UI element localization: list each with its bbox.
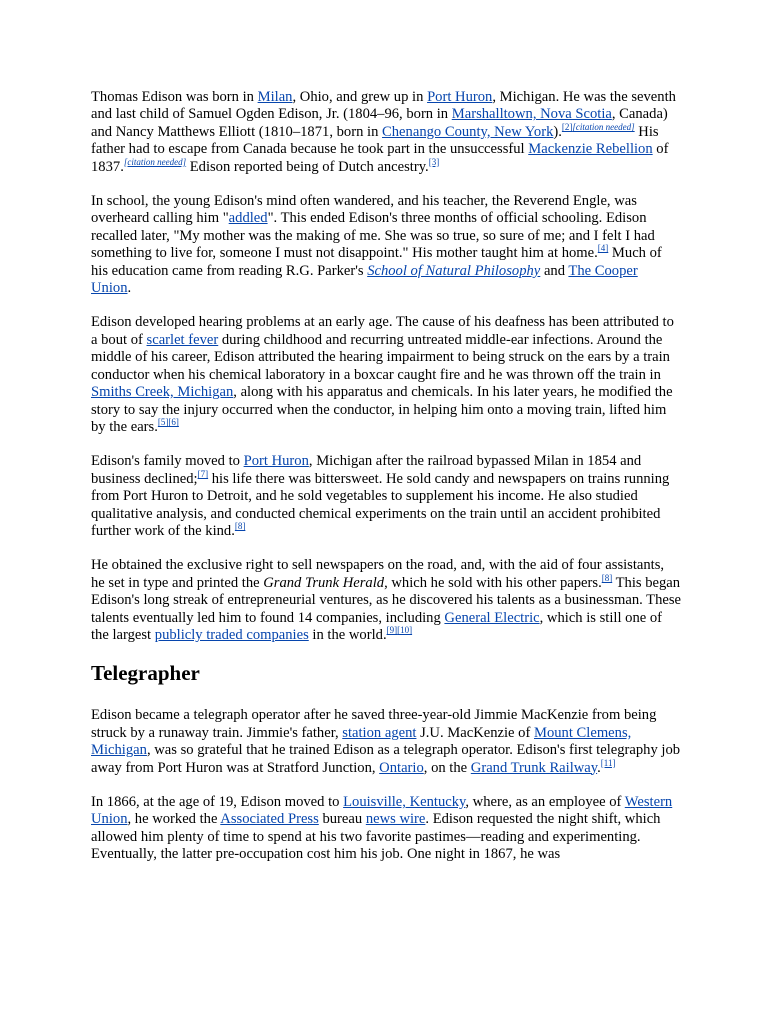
text: his life there was bittersweet. He sold candy and newspapers on trains running from Port Huron to Detroit, and he sold vegetables to supplement his income. He also studied qualitative analysis, and conducted chemical experiments on the train until an accident prohibited further work of the kind. xyxy=(91,470,670,539)
link-ontario[interactable]: Ontario xyxy=(379,759,424,776)
text: This began Edison's long streak of entrepreneurial ventures, as he discovered his talents as a businessman. These talents eventually led him to found 14 companies, including xyxy=(91,574,681,626)
link-associated-press[interactable]: Associated Press xyxy=(220,811,319,828)
text: He obtained the exclusive right to sell newspapers on the road, and, with the aid of four assistants, he set in type and printed the xyxy=(91,557,665,591)
text: , which he sold with his other papers. xyxy=(384,574,602,591)
text: bureau xyxy=(318,811,366,828)
citation xyxy=(601,758,616,768)
text: In 1866, at the age of 19, Edison moved to xyxy=(91,794,344,810)
text: Edison became a telegraph operator after he saved three-year-old Jimmie MacKenzie from being struck by a runaway train. Jimmie's father, xyxy=(91,707,657,741)
link-smiths-creek[interactable]: Smiths Creek, Michigan xyxy=(91,384,234,401)
link-western-union[interactable]: Western Union xyxy=(91,794,673,828)
citation-link[interactable]: [10] xyxy=(397,624,413,635)
text: , along with his apparatus and chemicals. In his later years, he modified the story to say the injury occurred when the conductor, in helping him onto a moving train, lifted him by the ears. xyxy=(91,384,673,435)
text: ). xyxy=(553,123,562,140)
link-cooper-union[interactable]: The Cooper Union xyxy=(91,262,638,297)
text: , he worked the xyxy=(127,811,221,828)
citation-link[interactable]: [3] xyxy=(428,156,440,167)
citation xyxy=(198,469,209,479)
text: . Edison requested the night shift, which allowed him plenty of time to spend at his two favorite pastimes—reading and experimenting. Eventually, the latter pre-occupation cost him his job. One night in 1867, he was xyxy=(91,811,661,863)
link-milan[interactable]: Milan xyxy=(257,89,293,105)
citation xyxy=(602,573,613,583)
paragraph-family-move xyxy=(91,453,681,540)
text: Much of his education came from reading R.G. Parker's xyxy=(91,245,662,279)
text: , Canada) and Nancy Matthews Elliott (1810–1871, born in xyxy=(91,106,668,140)
link-general-electric[interactable]: General Electric xyxy=(444,609,540,626)
link-grand-trunk-railway[interactable]: Grand Trunk Railway xyxy=(470,759,598,776)
link-port-huron[interactable]: Port Huron xyxy=(427,89,493,105)
citation xyxy=(235,521,246,531)
text: . xyxy=(127,280,132,297)
text: and xyxy=(540,262,569,279)
link-chenango-county[interactable]: Chenango County, New York xyxy=(382,123,554,140)
citation xyxy=(598,243,609,253)
citation xyxy=(387,625,413,635)
text: J.U. MacKenzie of xyxy=(416,724,534,741)
text: , Ohio, and grew up in xyxy=(292,89,428,105)
citation-link[interactable]: [5] xyxy=(157,416,169,427)
link-mackenzie-rebellion[interactable]: Mackenzie Rebellion xyxy=(528,141,653,158)
text: Edison reported being of Dutch ancestry. xyxy=(186,158,429,175)
citation-needed-link[interactable]: [citation needed] xyxy=(572,121,635,132)
link-school-of-natural-philosophy[interactable]: School of Natural Philosophy xyxy=(367,262,541,279)
section-heading-telegrapher: Telegrapher xyxy=(91,661,200,686)
link-mount-clemens[interactable]: Mount Clemens, Michigan xyxy=(91,724,632,759)
paragraph-newspapers xyxy=(91,557,681,644)
text: , on the xyxy=(423,759,471,776)
text: in the world. xyxy=(308,626,387,643)
citation-link[interactable]: [8] xyxy=(234,520,246,531)
text: . xyxy=(597,759,601,776)
text: His father had to escape from Canada because he took part in the unsuccessful xyxy=(91,123,659,158)
italic-title: Grand Trunk Herald xyxy=(263,574,385,591)
text: , Michigan after the railroad bypassed Milan in 1854 and business declined; xyxy=(91,453,642,487)
text: , which is still one of the largest xyxy=(91,609,663,643)
citation-needed-link[interactable]: [citation needed] xyxy=(123,156,187,167)
link-louisville-kentucky[interactable]: Louisville, Kentucky xyxy=(343,794,466,810)
paragraph-school xyxy=(91,193,681,297)
paragraph-telegraph-operator xyxy=(91,707,681,777)
link-addled[interactable]: addled xyxy=(228,210,268,227)
link-scarlet-fever[interactable]: scarlet fever xyxy=(146,331,219,348)
text: Edison developed hearing problems at an early age. The cause of his deafness has been attributed to a bout of xyxy=(91,314,674,348)
citation-link[interactable]: [2] xyxy=(561,121,573,132)
link-news-wire[interactable]: news wire xyxy=(365,811,426,828)
text: of 1837. xyxy=(91,141,669,175)
citation xyxy=(124,157,186,167)
article-body xyxy=(91,89,681,881)
link-marshalltown[interactable]: Marshalltown, Nova Scotia xyxy=(451,106,612,123)
citation-link[interactable]: [9] xyxy=(386,624,398,635)
citation xyxy=(429,157,440,167)
text: ". This ended Edison's three months of official schooling. Edison recalled later, "My mother was the making of me. She was so true, so sure of me; and I felt I had something to live for, someone I must not disappoint." His mother taught him at home. xyxy=(91,210,655,262)
citation xyxy=(158,417,179,427)
link-publicly-traded-companies[interactable]: publicly traded companies xyxy=(154,626,309,643)
text: Edison's family moved to xyxy=(91,453,244,470)
text: Thomas Edison was born in xyxy=(91,89,258,105)
paragraph-louisville xyxy=(91,794,681,864)
text: In school, the young Edison's mind often wandered, and his teacher, the Reverend Engle, was overheard calling him " xyxy=(91,193,637,227)
citation-link[interactable]: [7] xyxy=(197,468,209,479)
citation xyxy=(562,122,635,132)
text: during childhood and recurring untreated middle-ear infections. Around the middle of his career, Edison attributed the hearing impairment to being struck on the ears by a train conductor when his chemical laboratory in a boxcar caught fire and he was thrown off the train in xyxy=(91,331,670,383)
citation-link[interactable]: [4] xyxy=(597,243,609,254)
paragraph-hearing xyxy=(91,314,681,436)
text: , where, as an employee of xyxy=(465,794,625,810)
citation-link[interactable]: [6] xyxy=(168,416,179,427)
text: , was so grateful that he trained Edison as a telegraph operator. Edison's first telegraphy job away from Port Huron was at Stratford Junction, xyxy=(91,742,681,776)
link-port-huron[interactable]: Port Huron xyxy=(243,453,309,470)
link-station-agent[interactable]: station agent xyxy=(342,724,417,741)
text: , Michigan. He was the seventh and last child of Samuel Ogden Edison, Jr. (1804–96, born in xyxy=(91,89,676,123)
citation-link[interactable]: [8] xyxy=(601,572,613,583)
paragraph-birth xyxy=(91,89,681,176)
citation-link[interactable]: [11] xyxy=(600,757,616,768)
